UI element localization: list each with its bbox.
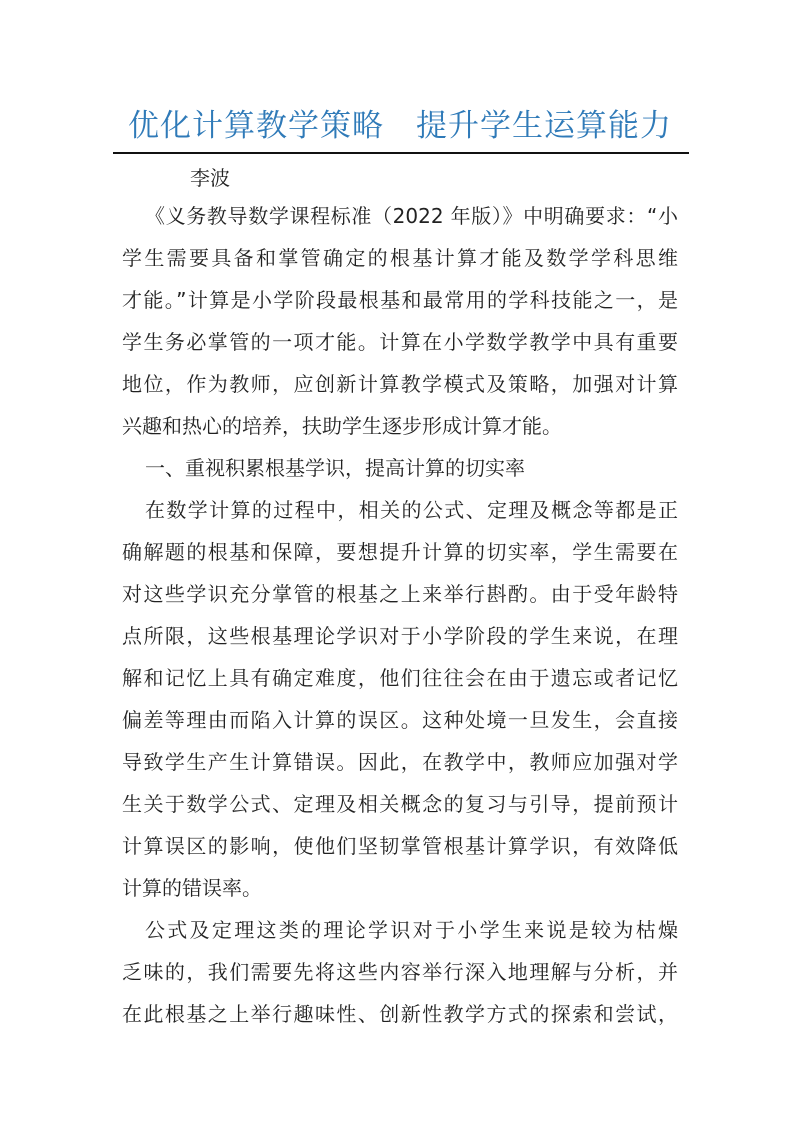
text-line: 导致学生产生计算错误。因此，在教学中，教师应加强对学 (122, 750, 678, 774)
text-line: 偏差等理由而陷入计算的误区。这种处境一旦发生，会直接 (122, 708, 678, 732)
text-line: 点所限，这些根基理论学识对于小学阶段的学生来说，在理 (122, 624, 678, 648)
text-line: 确解题的根基和保障，要想提升计算的切实率，学生需要在 (122, 540, 678, 564)
text-line: 地位，作为教师，应创新计算教学模式及策略，加强对计算 (122, 372, 678, 396)
section-heading: 一、重视积累根基学识，提高计算的切实率 (145, 456, 525, 480)
text-line: 计算误区的影响，使他们坚韧掌管根基计算学识，有效降低 (122, 834, 678, 858)
text-line: 在此根基之上举行趣味性、创新性教学方式的探索和尝试， (122, 1002, 678, 1026)
text-line: 乏味的，我们需要先将这些内容举行深入地理解与分析，并 (122, 960, 678, 984)
text-line: 才能。”计算是小学阶段最根基和最常用的学科技能之一，是 (122, 288, 678, 312)
document-title: 优化计算教学策略 提升学生运算能力 (128, 108, 672, 144)
text-line: 解和记忆上具有确定难度，他们往往会在由于遗忘或者记忆 (122, 666, 678, 690)
text-line: 生关于数学公式、定理及相关概念的复习与引导，提前预计 (122, 792, 678, 816)
title-divider (113, 152, 689, 154)
text-line: 学生需要具备和掌管确定的根基计算才能及数学学科思维 (122, 246, 678, 270)
text-line: 对这些学识充分掌管的根基之上来举行斟酌。由于受年龄特 (122, 582, 678, 606)
text-line: 公式及定理这类的理论学识对于小学生来说是较为枯燥 (145, 918, 678, 942)
text-line: 在数学计算的过程中，相关的公式、定理及概念等都是正 (145, 498, 678, 522)
text-line: 学生务必掌管的一项才能。计算在小学数学教学中具有重要 (122, 330, 678, 354)
author-name: 李波 (190, 166, 230, 190)
text-line: 兴趣和热心的培养，扶助学生逐步形成计算才能。 (122, 414, 562, 438)
text-line: 《义务教导数学课程标准（2022 年版）》中明确要求：“小 (145, 204, 678, 228)
text-line: 计算的错误率。 (122, 876, 262, 900)
